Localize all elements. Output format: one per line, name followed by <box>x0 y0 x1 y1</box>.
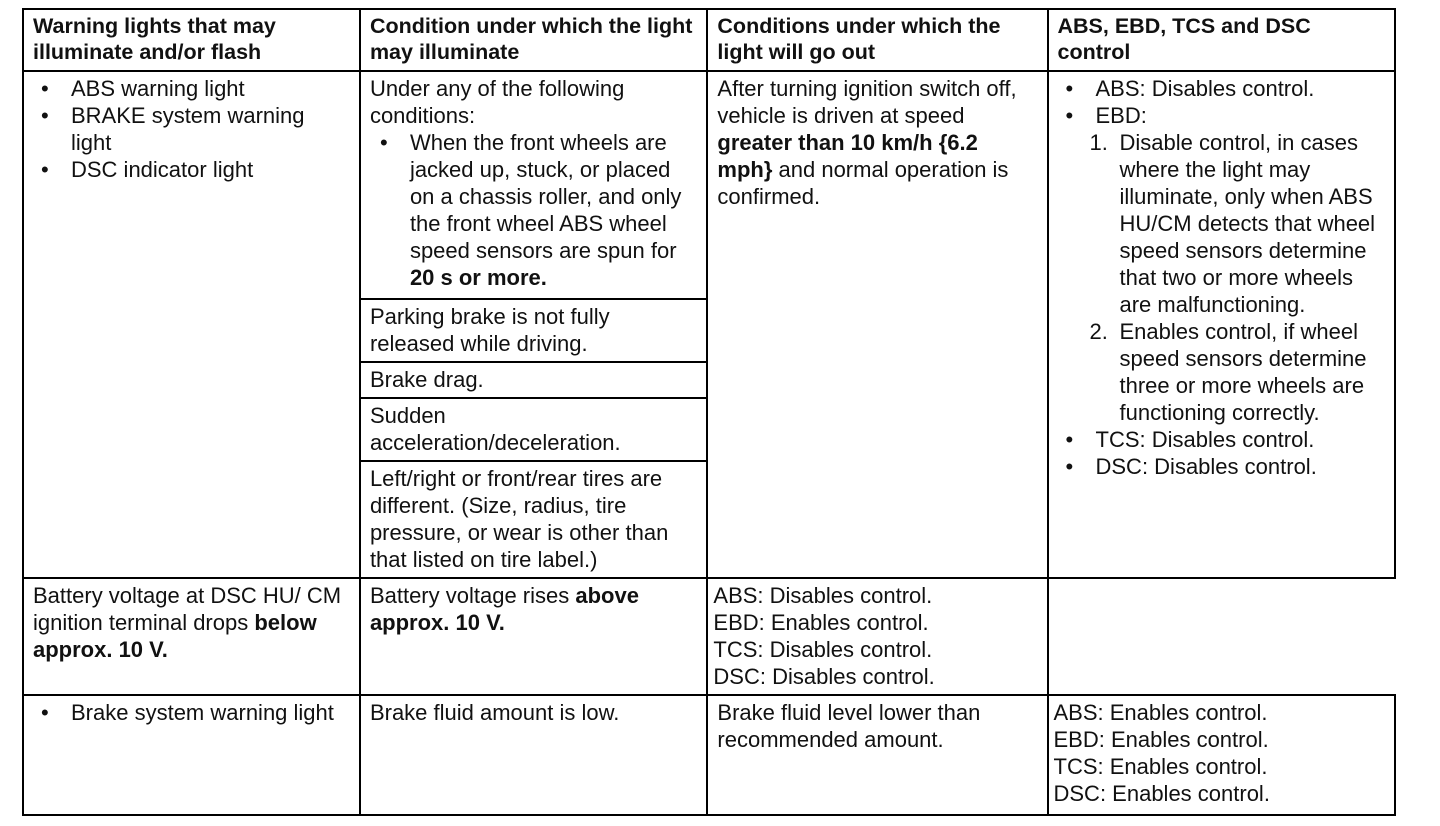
cell-condition-sudden: Sudden acceleration/deceleration. <box>360 398 707 461</box>
cell-go-out-group1 <box>707 71 1047 578</box>
control-line: ABS: Enables control. <box>1053 700 1268 725</box>
table-row <box>23 578 1395 695</box>
control-line: EBD: Enables control. <box>713 610 929 635</box>
ebd-item-text: Disable control, in cases where the light may illuminate, only when ABS HU/CM detects that wheel speed sensors determine that two or more wheels are malfunctioning. <box>1119 130 1376 317</box>
battery-cond-bold: below approx. 10 V. <box>33 610 317 662</box>
go-out-bold: greater than 10 km/h {6.2 mph} <box>717 130 978 182</box>
table-row <box>23 695 1395 815</box>
control-line: DSC: Disables control. <box>713 664 935 689</box>
list-item: • DSC indicator light <box>33 156 351 183</box>
table-row <box>23 71 1395 299</box>
list-item: • ABS: Disables control. <box>1058 75 1387 102</box>
list-item: • Brake system warning light <box>33 699 351 726</box>
list-item <box>1058 102 1387 426</box>
cell-condition-parking: Parking brake is not fully released while driving. <box>360 299 707 362</box>
list-item <box>1060 129 1387 318</box>
battery-go-out-text: Battery voltage rises <box>369 583 576 608</box>
control-line: DSC: Enables control. <box>1053 781 1270 806</box>
battery-cond-text: Battery voltage at DSC HU/ CM ignition terminal drops <box>33 583 342 635</box>
cell-go-out-battery <box>360 578 707 695</box>
header-condition-go-out: Conditions under which the light will go out <box>707 9 1047 71</box>
battery-go-out-bold: above approx. 10 V. <box>369 583 639 635</box>
control-ebd-label: • EBD: <box>1095 103 1147 128</box>
cell-condition-fluid: Brake fluid amount is low. <box>360 695 707 815</box>
ebd-item-number: 2. <box>1089 319 1108 344</box>
list-item: • TCS: Disables control. <box>1058 426 1387 453</box>
header-condition-illuminate: Condition under which the light may illuminate <box>360 9 707 71</box>
list-item <box>1060 318 1387 426</box>
cell-condition-drag: Brake drag. <box>360 362 707 398</box>
ebd-item-number: 1. <box>1089 130 1108 155</box>
cell-condition-wheels <box>360 71 707 299</box>
cell-control-battery <box>707 578 1047 695</box>
control-line: EBD: Enables control. <box>1053 727 1269 752</box>
ebd-numbered-list <box>1060 129 1387 426</box>
warning-light-table <box>22 8 1396 816</box>
cell-warning-lights-group1 <box>23 71 360 578</box>
header-warning-lights: Warning lights that may illuminate and/or flash <box>23 9 360 71</box>
control-list <box>1058 75 1387 480</box>
header-control: ABS, EBD, TCS and DSC control <box>1048 9 1396 71</box>
list-item: • ABS warning light <box>33 75 351 102</box>
control-line: ABS: Disables control. <box>713 583 933 608</box>
ebd-item-text: Enables control, if wheel speed sensors determine three or more wheels are functioning correctly. <box>1119 319 1367 425</box>
warning-light-list <box>33 699 351 726</box>
cell-warning-lights-group2 <box>23 695 360 815</box>
cell-condition-battery <box>23 578 360 695</box>
header-row <box>23 9 1395 71</box>
list-item <box>370 129 698 291</box>
cell-control-group1 <box>1048 71 1396 578</box>
cell-condition-tires: Left/right or front/rear tires are different. (Size, radius, tire pressure, or wear is other than that listed on tire label.) <box>360 461 707 578</box>
control-line: TCS: Disables control. <box>713 637 933 662</box>
warning-light-list <box>33 75 351 183</box>
go-out-text2: and normal operation is confirmed. <box>717 157 1009 209</box>
condition-bullet-bold: 20 s or more. <box>409 265 547 290</box>
condition-sublist <box>370 129 698 291</box>
cell-control-fluid <box>1048 695 1396 815</box>
cell-go-out-fluid: Brake fluid level lower than recommended amount. <box>707 695 1047 815</box>
go-out-text1: After turning ignition switch off, vehicle is driven at speed <box>717 76 1017 128</box>
control-line: TCS: Enables control. <box>1053 754 1268 779</box>
condition-bullet-text: When the front wheels are jacked up, stuck, or placed on a chassis roller, and only the front wheel ABS wheel speed sensors are spun for <box>409 130 682 263</box>
condition-intro: Under any of the following conditions: <box>369 76 625 128</box>
list-item: • DSC: Disables control. <box>1058 453 1387 480</box>
list-item: • BRAKE system warning light <box>33 102 351 156</box>
